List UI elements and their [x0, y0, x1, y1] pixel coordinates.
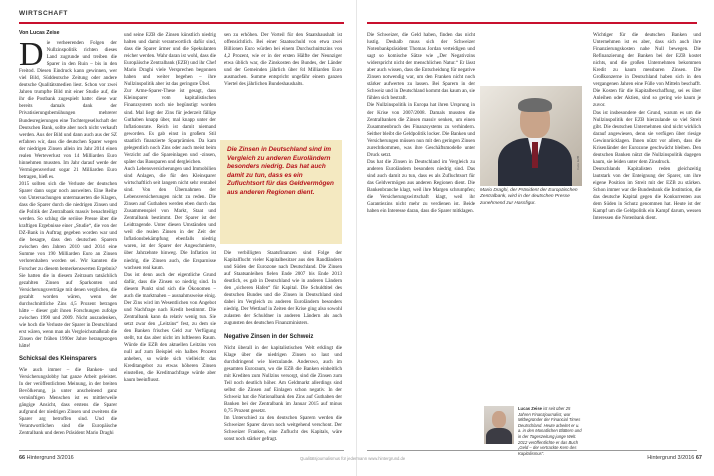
paragraph: Die Nullzinspolitik in Europa hat ihren Ursprung in der Krise von 2007/2008. Damals mussten die Zentralbanken die Zinsen massiv senken, um einen Zusammenbruch des Finanzsystems zu verhindern. Seither bleibt die Geldpolitik locker. Die Banken und Versicherungen müssen nun mit den geringen Zinsen zurechtkommen, was ihre Geschäftsmodelle unter Druck setzt. [367, 102, 475, 158]
footer-rule [19, 450, 344, 451]
text-column-3-bottom [224, 250, 342, 446]
text-column-4 [367, 32, 475, 446]
magazine-issue: Hintergrund 3/2016 [647, 455, 695, 461]
paragraph: Das hat die Zinsen in Deutschland im Vergleich zu anderen Euroländern besonders niedrig sind. Das sind auch damit zu tun, dass es als Zufluchtsort für das Geldvermögen aus anderen Regionen dient. Die Bankenbranche klagt, weil ihre Margen schrumpfen; die Versicherungswirtschaft klagt, weil ihr Garantiezins nicht mehr zu verdienen ist. Beide haben ein Interesse daran, dass die Sparer mitklagen. [367, 158, 475, 215]
paragraph: Deutschlands Kapitalisten reden gleichzeitig lautstark von der Enteignung der Sparer, um ihre eigene Position im Streit mit der EZB zu stärken. Schon immer war die Bundesbank die Institution, die das deutsche Kapital gegen die Konkurrenten aus dem Süden in Schutz genommen hat. Heute ist der Kampf um die Geldpolitik ein Kampf darum, wessen Interessen die Notenbank dient. [593, 165, 701, 222]
author-photo-body [486, 428, 512, 444]
author-bio-text: ist seit über 25 Jahren Finanzjournalist, war Mitbegründer der Financial Times Deutschland. Heute arbeitet er u. a. in den Monatlichen Blättern und in der Tageszeitung junge Welt. 2012 veröffentlichte er das Buch „Geld – der vertrackte Kern des Kapitalismus“. [518, 406, 582, 456]
author-photo-head [492, 411, 506, 428]
photo-caption: Mario Draghi, der Präsident der Europäischen Zentralbank, wird in der deutschen Presse zunehmend zur Hassfigur. [480, 188, 578, 206]
photo-credit: Foto: EZB [576, 156, 580, 170]
paragraph: Die Schweizer, die Geld haben, finden das nicht lustig. Deshalb muss sich der Schweizer Notenbankpräsident Thomas Jordan verteidigen und sagt so komische Sätze wie „Der Negativzins widerspricht nicht der menschlichen Natur.“ Er lässt aber auch wissen, dass die Entscheidung für negative Zinsen notwendig war, um den Franken nicht noch stärker aufwerten zu lassen. Bei Sparern in der Schweiz und in Deutschland kommt das kaum an, sie fühlen sich bestraft. [367, 32, 475, 102]
paragraph: Wie auch immer – die Banken- und Versicherungslobby hat ganze Arbeit geleistet. In der veröffentlichten Meinung, in der breiten Bevölkerung, ja unter anscheinend ganz vernünftigen Menschen ist es mittlerweile gängige Ansicht, dass erstens die Sparer aufgrund der niedrigen Zinsen und zweitens die Sparer arg betroffen sind. Und die Verantwortlichen sind die Europäische Zentralbank und deren Präsident Mario Draghi [19, 367, 117, 437]
footer-right [647, 455, 702, 461]
footer-left [19, 455, 74, 461]
text-column-1 [19, 40, 117, 446]
byline: Von Lucas Zeise [19, 30, 60, 36]
author-photo [484, 406, 514, 444]
paragraph: Das ist insbesondere der Grund, warum es um die Nullzinspolitik der EZB hierzulande so viel Streit gibt. Die deutschen Unternehmen sind nicht wirklich darauf angewiesen, denn sie verfügen über riesige Gewinnrücklagen. Ihnen nützt vor allem, dass die Krisenländer der Eurozone geschwächt bleiben. Den deutschen Banken nützt die Nullzinspolitik dagegen kaum, sie leiden unter dem Zinsdruck. [593, 109, 701, 165]
author-bio [518, 406, 584, 456]
drop-cap: D [19, 40, 44, 73]
photo-hair [518, 98, 552, 112]
text-column-5 [593, 32, 701, 402]
footer-url: Qualitätsjournalismus für jedermann www.hintergrund.de [300, 456, 406, 461]
paragraph: Das ist denn auch der eigentliche Grund dafür, dass die Zinsen so niedrig sind. In diesem Punkt sind sich die Ökonomen – auch die marktnahen – ausnahmsweise einig. Der Zins wird im Wesentlichen von Angebot und Nachfrage nach Kredit bestimmt. Die Zentralbank kann da relativ wenig tun. Sie setzt zwar den „Leitzins“ fest, zu dem sie den Banken frisches Geld zur Verfügung stellt, tut das aber nicht im luftleeren Raum. Würde die EZB den aktuellen Leitzins von null auf zum Beispiel ein halbes Prozent anheben, so würde sich vielleicht das Kreditangebot zu etwas höheren Zinsen einstellen, die Kreditnachfrage würde aber kaum beeinflusst. [124, 271, 216, 384]
section-rubric: WIRTSCHAFT [19, 10, 68, 17]
page-number: 66 [19, 455, 26, 461]
text-column-3-top [224, 32, 342, 136]
subheading: Negative Zinsen in der Schweiz [224, 333, 314, 340]
paragraph: sen zu erhöhen. Der Vorteil für den Staatshaushalt ist offensichtlich. Bei einer Staatsschuld von etwa zwei Billionen Euro würden bei einem Durchschnittszins von 4,2 Prozent, wie er in der ersten Hälfte der Neunziger etwa üblich war, die Zinskosten des Bundes, der Länder und der Gemeinden jährlich über 84 Milliarden Euro ausmachen. Summe entspricht ungefähr einem ganzen Viertel des jährlichen Bundeshaushalts. [224, 32, 342, 88]
subheading: Schicksal des Kleinsparers [19, 356, 97, 363]
paragraph: ie verheerenden Folgen der Nullzinspolitik richten dieses Land zugrunde und treiben die Sparer in den Ruin – bis in den Freitod. Diesen Eindruck kann gewinnen, wer viel Bild, Süddeutsche Zeitung oder andere deutsche Qualitätsmedien liest. Schon vor zwei Jahren trumpfte Bild mit einer Studie auf, die ihr die Postbank zugespielt hatte: diese war bereits damals dank der Privatisierungsbemühungen mehrerer Bundesregierungen eine Tochtergesellschaft der Deutschen Bank, sollte aber noch nicht verkauft werden. Aus der Bild und dann auch aus der SZ erfahren wir, dass die deutschen Sparer wegen der niedrigen Zinsen allein im Jahr 2014 einen realen Werteverlust von 14 Milliarden Euro hinnehmen mussten. Im Jahr darauf werde der Vermögensverlust sogar 21 Milliarden Euro betragen, hieß es. [19, 40, 117, 180]
author-name: Lucas Zeise [518, 406, 542, 411]
paragraph: Auch Lebensversicherungen und Immobilien sind Anlagen, die für den Kleinsparer wirtschaftlich seit langem nicht sehr rentabel sind. Von den Übernahmen der Lebensversicherungen nicht zu reden. Die Zinsen auf Guthaben werden eben durch das Zusammenspiel von Markt, Staat und Zentralbank bestimmt. Der Sparer ist der Leidtragende. Unter diesen Umständen und weil die realen Zinsen in der Zeit der Inflationsbekämpfung ebenfalls niedrig waren, ist der Sparer der Angeschmierte, über Jahrzehnte hinweg. Die Inflation ist niedrig, die Zinsen auch, die Ersparnisse wachsen real kaum. [124, 165, 216, 271]
paragraph: Zur Arme-Sparer-These ist gesagt, dass Kleinsparer vom kapitalistischen Finanzsystem noch nie begünstigt worden sind. Mal liegt der Zins für jederzeit fällige Guthaben knapp über, mal knapp unter der Inflationsrate. Reich ist damit niemand geworden. Es gab einst in großem Stil staatlich finanzierte Sparprämien. Da kam gelegentlich noch Zins oder auch meist beim Verzicht auf die Spareinlagen und -zinsen, später das Bausparen und dergleichen. [124, 88, 216, 165]
section-rule [367, 22, 697, 24]
photo-tie [532, 142, 538, 168]
paragraph: 2015 sollten sich die Verluste der deutschen Sparer dann sogar noch ausweiten. Eine Reihe von Untersuchungen untermauerten die Klagen, dass die Sparer durch die niedrigen Zinsen und die Politik der Zentralbank massiv benachteiligt werden. So schlug die seriöse Presse über die kraftigen Ergebnisse einer „Studie“, die von der DZ-Bank in Auftrag gegeben worden war und die besagte, dass den deutschen Sparern zwischen den Jahren 2010 und 2014 eine Summe von 190 Milliarden Euro an Zinsen verlorenhaben worden sei. Wir kannten die Forscher zu diesem bemerkenswerten Ergebnis? Sie hatten die in diesem Zeitraum tatsächlich gezahlten Zinsen auf Sparkonten und Versicherungsverträge mit denen verglichen, die gezahlt worden wären, wenn der durchschnittliche Zins 4,5 Prozent betragen hätte – dieser galt ihnen Forschungen zufolge zwischen 1990 und 2009. Nicht auszudenken, wie hoch die Verluste der Sparer in Deutschland erst wären, wenn man als Vergleichsmaßstab die Zinsen der frühen 1990er Jahre herangezogen hätte! [19, 180, 117, 350]
magazine-issue: Hintergrund 3/2016 [26, 455, 74, 461]
text-column-2 [124, 32, 216, 446]
paragraph: Die verbilligten Staatsfinanzen sind Folge der Kapitalflucht vieler Kapitalbesitzer aus den Randländern und Süden der Eurozone nach Deutschland. Die Zinsen auf Staatsanleihen fielen Ende 2007 bis Ende 2013 deutlich, es gab in Deutschland wie in anderen Ländern den „sicheren Hafen“ für Kapital. Die Schuldtitel des deutschen Bundes und die Zinsen in Deutschland sind dabei im Vergleich zu anderen Euroländern besonders niedrig. Der Wettlauf in Zeiten der Krise ging also sowohl zulasten der Schuldner in anderen Ländern als auch zugunsten des deutschen Finanzministers. [224, 250, 342, 327]
portrait-photo [480, 86, 582, 186]
section-rule [19, 22, 344, 24]
pull-quote: Die Zinsen in Deutschland sind im Vergleich zu anderen Euroländern besonders niedrig. Das hat auch damit zu tun, dass es ein Zufluchtsort für das Geldvermögen aus anderen Regionen dient. [220, 140, 342, 244]
paragraph: Wichtiger für die deutschen Banken und Unternehmen ist es aber, dass sich auch ihre Finanzierungskosten nahe Null bewegen. Die Refinanzierung der Banken bei der EZB kostet nichts, und die großen Unternehmen bekommen Kredit zu kaum messbaren Zinsen. Die Großkonzerne in Deutschland haben sich in den vergangenen Jahren eine Fülle von Mitteln beschafft. Die Kosten für die Kapitalbeschaffung, sei es über Anleihen oder Aktien, sind so gering wie kaum je zuvor. [593, 32, 701, 109]
paragraph: Nicht überall in der kapitalistischen Welt erklingt die Klage über die niedrigen Zinsen so laut und durchdringend wie hierzulande. Anderswo, auch im gesamten Euroraum, wo die EZB die Banken einheitlich mit Krediten zum Nullzins versorgt, sind die Zinsen zum Teil noch deutlich höher. Am Geldmarkt allerdings sind selbst die Zinsen auf Einlagen schon negativ. In der Schweiz hat die Nationalbank den Zins auf Guthaben der Banken bei der Zentralbank im Januar 2015 auf minus 0,75 Prozent gesetzt. [224, 344, 342, 414]
page-number: 67 [695, 455, 702, 461]
paragraph: und seine EZB die Zinsen künstlich niedrig halten und damit verantwortlich dafür sind, dass die Sparer ärmer und die Spekulanten reicher werden. Wahr daran ist wohl, dass die Europäische Zentralbank (EZB) und ihr Chef Mario Draghi viele Versprechen begonnen haben und weiter begehen – ihre Nullzinspolitik aber ist das geringste Übel. [124, 32, 216, 88]
right-page [357, 0, 714, 476]
paragraph: Im Unterschied zu den deutschen Sparern werden die Schweizer Sparer davon noch weitgehend verschont. Der Schweizer Franken, eine Zuflucht des Kapitals, wäre sonst noch stärker gefragt. [224, 414, 342, 443]
